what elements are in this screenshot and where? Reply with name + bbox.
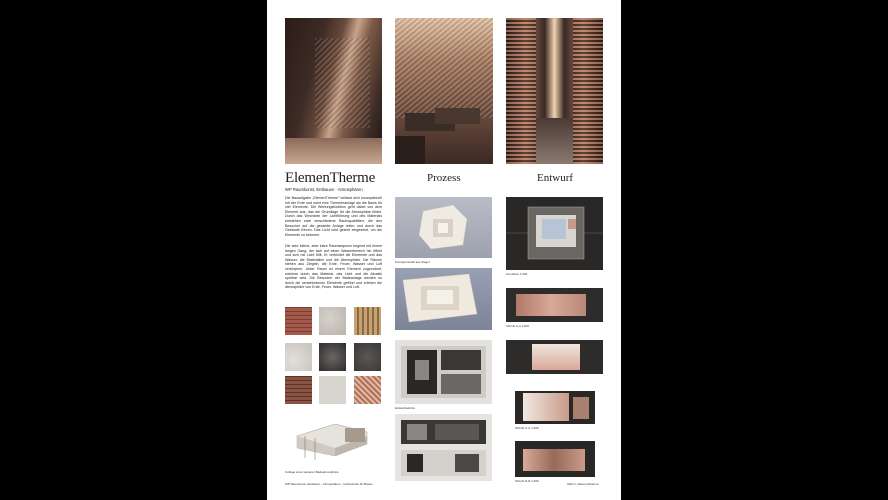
axo-collage <box>295 422 370 464</box>
render-bench-room <box>395 18 493 164</box>
material-swatch-stone-light <box>319 307 346 335</box>
material-swatch-brick-pattern <box>354 376 381 404</box>
footer-right: Tafel 1 / Elementtherme <box>567 482 599 486</box>
material-swatch-concrete <box>285 343 312 371</box>
poster-title: ElemenTherme <box>285 170 376 186</box>
material-swatch-dark-stone <box>319 343 346 371</box>
design-section-4 <box>515 441 595 477</box>
process-sketch-1 <box>395 340 492 404</box>
design-section-3 <box>515 391 595 424</box>
design-section-2 <box>506 340 603 374</box>
design-heading: Entwurf <box>537 172 574 184</box>
process-model-photo-2 <box>395 268 492 330</box>
material-swatch-brick-brown <box>285 376 312 404</box>
design-floorplan <box>506 197 603 270</box>
footer-left: WP Raumkunst, Entbauen · Atmosphären · Hochschule für Bauen <box>285 482 373 486</box>
section-1-caption: Schnitt A-A 1:200 <box>506 324 530 328</box>
axo-caption: Collage einer weiteren Badeatmosphäre <box>285 470 339 474</box>
floorplan-caption: Grundriss 1:200 <box>506 272 528 276</box>
process-sketch-caption: Entwurfsskizze <box>395 406 416 410</box>
poster-sheet <box>267 0 621 500</box>
process-heading: Prozess <box>427 172 461 184</box>
process-sketch-2 <box>395 414 492 481</box>
process-model-photo-1 <box>395 197 492 258</box>
material-swatch-light-grey <box>319 376 346 404</box>
poster-subtitle: WP Raumkunst, Entbauen · Atmosphären <box>285 187 363 192</box>
render-corridor-light <box>285 18 382 164</box>
material-swatch-brick-red <box>285 307 312 335</box>
section-4-caption: Schnitt D-D 1:200 <box>515 479 539 483</box>
section-3-caption: Schnitt C-C 1:200 <box>515 426 539 430</box>
design-section-1 <box>506 288 603 322</box>
process-model-caption: Konzeptmodell aus Ziegel <box>395 260 430 264</box>
render-long-corridor <box>506 18 603 164</box>
body-paragraph-2: Die sehr intime, aber klare Raumsequenz beginnt mit einem langen Gang, der sich auf einen Wasserbereich hin öffnet und sich mit Licht füllt. Er verbindet die Elemente und das Wasser, die Materialien und die Atmosphäre. Die Räume stehen aus Ziegeln, die Erde, Feuer, Wasser und Luft verkörpern. Jeder Raum ist einem Element zugeordnet, welches durch das Material, das Licht und die Akustik spürbar wird. Die Besucher der Badeanlage werden so durch die verschiedenen Elemente geführt und erleben die Atmosphäre von Erde, Feuer, Wasser und Luft. <box>285 244 382 290</box>
material-swatch-granite <box>354 343 381 371</box>
material-swatch-wood <box>354 307 381 335</box>
body-paragraph-1: Die Bauaufgabe „ElemenTherme" befasst sich konzeptionell mit der Erde und nutzt eine Thermenanlage als die Basis für vier Elemente. Die Wertungsfunktion geht dabei von dem Element aus, das die Grundlage für die Atmosphäre bildet. Durch das Wechseln der Lichtführung und des Materials entstehen zwei verschiedene Raumqualitäten, die den Besucher auf die gesamte Anlage leiten und durch das Gebäude führen. Das Licht wird gezielt eingesetzt, um die Elemente zu betonen. <box>285 196 382 237</box>
